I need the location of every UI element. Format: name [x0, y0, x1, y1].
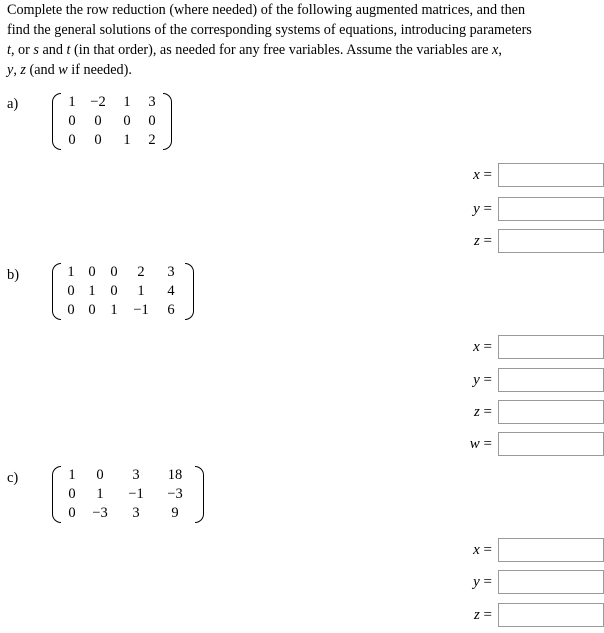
var-label: w	[469, 435, 480, 452]
matrix-cell: 6	[167, 302, 175, 318]
equals-sign: =	[483, 403, 492, 420]
matrix-row	[61, 112, 163, 131]
answer-c-z	[420, 603, 604, 627]
matrix-cell: 3	[132, 505, 140, 521]
matrix-cell: 1	[96, 486, 104, 502]
answer-input-a-z[interactable]	[498, 229, 604, 253]
instructions-line3: (in that order), as needed for any free variables. Assume the variables are	[70, 42, 493, 58]
answer-input-c-y[interactable]	[498, 570, 604, 594]
matrix-a-table	[61, 93, 163, 150]
var-label: z	[473, 606, 480, 623]
left-paren	[52, 93, 61, 150]
matrix-cell: 4	[167, 283, 175, 299]
answer-c-y	[420, 570, 604, 594]
and-text-2: (and	[25, 62, 59, 78]
matrix-b	[52, 263, 194, 320]
left-paren	[52, 466, 61, 523]
matrix-cell: 0	[94, 113, 102, 129]
right-paren	[195, 466, 204, 523]
matrix-cell: 1	[137, 283, 145, 299]
answer-b-z	[420, 400, 604, 424]
matrix-cell: 0	[94, 132, 102, 148]
matrix-cell: 1	[68, 94, 76, 110]
answer-input-c-z[interactable]	[498, 603, 604, 627]
answer-input-b-x[interactable]	[498, 335, 604, 359]
left-paren	[52, 263, 61, 320]
equals-sign: =	[483, 435, 492, 452]
answer-input-b-z[interactable]	[498, 400, 604, 424]
equals-sign: =	[483, 200, 492, 217]
part-c-label: c)	[7, 470, 19, 486]
part-b-label: b)	[7, 267, 20, 283]
matrix-cell: −1	[128, 486, 144, 502]
matrix-c-table	[61, 466, 195, 523]
matrix-cell: 0	[123, 113, 131, 129]
matrix-cell: 9	[171, 505, 179, 521]
matrix-cell: 0	[67, 283, 75, 299]
matrix-cell: 18	[167, 467, 183, 483]
matrix-cell: 0	[68, 113, 76, 129]
matrix-cell: −3	[167, 486, 183, 502]
matrix-row	[61, 93, 163, 112]
matrix-cell: 0	[68, 486, 76, 502]
matrix-row	[61, 466, 195, 485]
answer-input-b-w[interactable]	[498, 432, 604, 456]
matrix-cell: 0	[67, 302, 75, 318]
right-paren	[185, 263, 194, 320]
param-s: s	[33, 42, 39, 58]
answer-input-a-y[interactable]	[498, 197, 604, 221]
matrix-cell: 0	[110, 283, 118, 299]
matrix-cell: −1	[133, 302, 149, 318]
answer-a-x	[420, 163, 604, 187]
matrix-c	[52, 466, 204, 523]
matrix-cell: −3	[92, 505, 108, 521]
var-label: z	[473, 232, 480, 249]
part-a-label: a)	[7, 96, 19, 112]
matrix-a	[52, 93, 172, 150]
matrix-row	[61, 263, 185, 282]
matrix-cell: 1	[123, 132, 131, 148]
matrix-cell: 3	[132, 467, 140, 483]
matrix-cell: 0	[68, 132, 76, 148]
matrix-cell: −2	[90, 94, 106, 110]
var-label: x	[473, 338, 480, 355]
matrix-row	[61, 131, 163, 150]
var-label: y	[473, 200, 480, 217]
matrix-cell: 3	[148, 94, 156, 110]
var-label: y	[473, 371, 480, 388]
var-label: y	[473, 573, 480, 590]
matrix-cell: 1	[123, 94, 131, 110]
equals-sign: =	[483, 232, 492, 249]
matrix-cell: 1	[110, 302, 118, 318]
param-t: t	[7, 42, 11, 58]
or-text: , or	[10, 42, 34, 58]
matrix-cell: 1	[67, 264, 75, 280]
matrix-cell: 1	[88, 283, 96, 299]
equals-sign: =	[483, 606, 492, 623]
answer-b-w	[420, 432, 604, 456]
equals-sign: =	[483, 573, 492, 590]
equals-sign: =	[483, 371, 492, 388]
answer-b-x	[420, 335, 604, 359]
matrix-cell: 2	[137, 264, 145, 280]
matrix-cell: 0	[110, 264, 118, 280]
matrix-row	[61, 504, 195, 523]
matrix-b-table	[61, 263, 185, 320]
matrix-cell: 0	[68, 505, 76, 521]
instructions-line1: Complete the row reduction (where needed) of the following augmented matrices, and then	[7, 2, 526, 18]
matrix-row	[61, 485, 195, 504]
instructions-line2: find the general solutions of the corresponding systems of equations, introducing parameters	[7, 22, 532, 38]
instructions-line4: if needed).	[67, 62, 132, 78]
answer-input-a-x[interactable]	[498, 163, 604, 187]
matrix-cell: 0	[96, 467, 104, 483]
var-x: x	[492, 42, 499, 58]
var-z: z	[20, 62, 26, 78]
answer-input-c-x[interactable]	[498, 538, 604, 562]
matrix-cell: 1	[68, 467, 76, 483]
matrix-cell: 0	[88, 264, 96, 280]
var-w: w	[58, 62, 68, 78]
equals-sign: =	[483, 166, 492, 183]
matrix-cell: 0	[88, 302, 96, 318]
var-label: x	[473, 166, 480, 183]
answer-input-b-y[interactable]	[498, 368, 604, 392]
right-paren	[163, 93, 172, 150]
answer-a-z	[420, 229, 604, 253]
var-label: z	[473, 403, 480, 420]
and-text: and	[38, 42, 67, 58]
instructions: Complete the row reduction (where needed) of the following augmented matrices, and then find the general solutions of the corresponding systems of equations, introducing parameters t, or s and t (in that order), as needed for any free variables. Assume the variables are x, y, z (and w if needed).	[7, 2, 532, 78]
param-t2: t	[66, 42, 71, 58]
matrix-row	[61, 282, 185, 301]
var-label: x	[473, 541, 480, 558]
answer-c-x	[420, 538, 604, 562]
matrix-cell: 0	[148, 113, 156, 129]
matrix-cell: 2	[148, 132, 156, 148]
equals-sign: =	[483, 541, 492, 558]
var-y: y	[7, 62, 14, 78]
answer-b-y	[420, 368, 604, 392]
matrix-cell: 3	[167, 264, 175, 280]
answer-a-y	[420, 197, 604, 221]
matrix-row	[61, 301, 185, 320]
equals-sign: =	[483, 338, 492, 355]
